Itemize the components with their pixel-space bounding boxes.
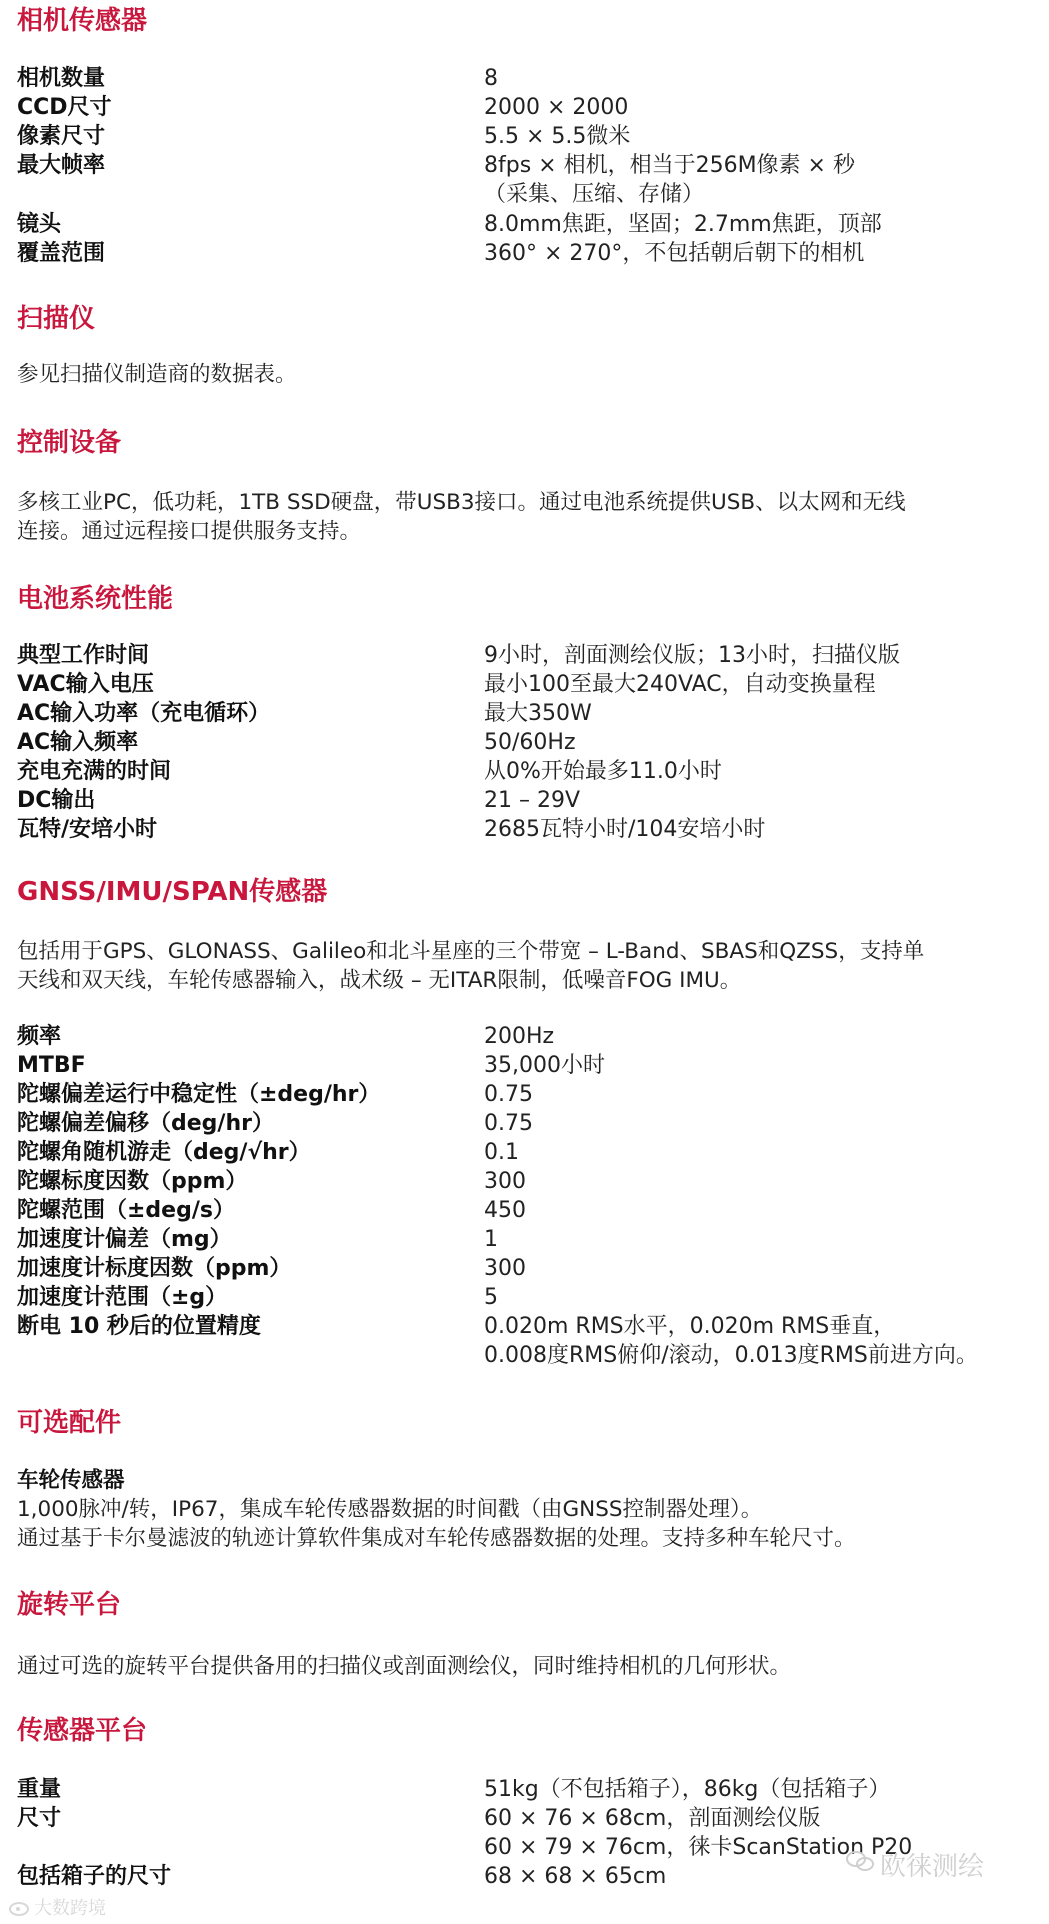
spec-value: 68 × 68 × 65cm [484, 1864, 667, 1889]
section-title-optional: 可选配件 [17, 1408, 122, 1438]
spec-row [17, 728, 1037, 757]
spec-value: 最大350W [484, 701, 592, 726]
spec-label: 陀螺标度因数（ppm） [17, 1169, 248, 1194]
spec-value: 50/60Hz [484, 730, 576, 755]
spec-value: 5.5 × 5.5微米 [484, 124, 631, 149]
spec-row [17, 641, 1037, 670]
spec-value: 300 [484, 1256, 526, 1281]
section-title-battery: 电池系统性能 [17, 584, 174, 614]
spec-value: 8.0mm焦距，坚固；2.7mm焦距，顶部 [484, 212, 882, 237]
spec-label: 典型工作时间 [17, 643, 150, 668]
spec-row [17, 1196, 1037, 1225]
spec-row [17, 1167, 1037, 1196]
spec-value: 0.020m RMS水平，0.020m RMS垂直， [484, 1314, 896, 1339]
spec-row [17, 757, 1037, 786]
spec-value: 200Hz [484, 1024, 555, 1049]
spec-value: 51kg（不包括箱子），86kg（包括箱子） [484, 1777, 891, 1802]
spec-label: 陀螺范围（±deg/s） [17, 1198, 235, 1223]
spec-label: CCD尺寸 [17, 95, 112, 120]
spec-value: 0.75 [484, 1111, 533, 1136]
spec-value: 1 [484, 1227, 498, 1252]
gnss-text-line2: 天线和双天线，车轮传感器输入，战术级 – 无ITAR限制，低噪音FOG IMU。 [17, 968, 742, 993]
spec-value: 0.75 [484, 1082, 533, 1107]
section-title-scanner: 扫描仪 [17, 304, 96, 334]
spec-label: 充电充满的时间 [17, 759, 172, 784]
section-title-rotating: 旋转平台 [17, 1590, 122, 1620]
spec-label: 陀螺偏差偏移（deg/hr） [17, 1111, 274, 1136]
control-text-line2: 连接。通过远程接口提供服务支持。 [17, 519, 362, 544]
section-title-camera: 相机传感器 [17, 6, 148, 36]
spec-row [17, 699, 1037, 728]
spec-row-continued [17, 1341, 1037, 1370]
spec-row [17, 151, 1037, 180]
spec-value: 9小时，剖面测绘仪版；13小时，扫描仪版 [484, 643, 900, 668]
spec-label: 最大帧率 [17, 153, 106, 178]
spec-value: 35,000小时 [484, 1053, 605, 1078]
spec-value: 0.1 [484, 1140, 519, 1165]
control-text-line1: 多核工业PC，低功耗，1TB SSD硬盘，带USB3接口。通过电池系统提供USB、以太网和无线 [17, 490, 906, 515]
section-title-control: 控制设备 [17, 428, 122, 458]
spec-label: 加速度计标度因数（ppm） [17, 1256, 292, 1281]
spec-value: 2000 × 2000 [484, 95, 629, 120]
spec-label: DC输出 [17, 788, 96, 813]
spec-row [17, 786, 1037, 815]
spec-value: 450 [484, 1198, 526, 1223]
spec-value: 8 [484, 66, 498, 91]
spec-row [17, 1109, 1037, 1138]
spec-row [17, 210, 1037, 239]
spec-label: AC输入频率 [17, 730, 139, 755]
scanner-text: 参见扫描仪制造商的数据表。 [17, 362, 297, 387]
spec-label: 相机数量 [17, 66, 106, 91]
wechat-icon [845, 1850, 875, 1872]
spec-label: 加速度计范围（±g） [17, 1285, 228, 1310]
gnss-text-line1: 包括用于GPS、GLONASS、Galileo和北斗星座的三个带宽 – L-Band、SBAS和QZSS，支持单 [17, 939, 925, 964]
spec-row [17, 1312, 1037, 1341]
watermark-left: 大数跨境 [34, 1898, 106, 1919]
spec-row [17, 1051, 1037, 1080]
spec-label: 陀螺偏差运行中稳定性（±deg/hr） [17, 1082, 381, 1107]
spec-value: 60 × 76 × 68cm，剖面测绘仪版 [484, 1806, 821, 1831]
spec-value: 360° × 270°，不包括朝后朝下的相机 [484, 241, 865, 266]
spec-row [17, 1080, 1037, 1109]
spec-row [17, 239, 1037, 268]
spec-row [17, 64, 1037, 93]
spec-label: 包括箱子的尺寸 [17, 1864, 172, 1889]
spec-row [17, 670, 1037, 699]
spec-value: 2685瓦特小时/104安培小时 [484, 817, 766, 842]
spec-value: 300 [484, 1169, 526, 1194]
spec-label: 像素尺寸 [17, 124, 106, 149]
weibo-icon [8, 1897, 30, 1917]
spec-row [17, 1804, 1037, 1833]
spec-label: MTBF [17, 1053, 86, 1078]
spec-row [17, 1283, 1037, 1312]
spec-label: 尺寸 [17, 1806, 62, 1831]
spec-row [17, 1225, 1037, 1254]
rotating-text: 通过可选的旋转平台提供备用的扫描仪或剖面测绘仪，同时维持相机的几何形状。 [17, 1654, 792, 1679]
spec-label: 覆盖范围 [17, 241, 106, 266]
spec-row [17, 122, 1037, 151]
spec-label: 瓦特/安培小时 [17, 817, 158, 842]
spec-value-continued: 0.008度RMS俯仰/滚动，0.013度RMS前进方向。 [484, 1343, 978, 1368]
spec-label: 加速度计偏差（mg） [17, 1227, 232, 1252]
spec-row [17, 93, 1037, 122]
spec-row-continued [17, 180, 1037, 209]
spec-value: 21 – 29V [484, 788, 581, 813]
optional-text-line2: 通过基于卡尔曼滤波的轨迹计算软件集成对车轮传感器数据的处理。支持多种车轮尺寸。 [17, 1526, 856, 1551]
spec-value: 5 [484, 1285, 498, 1310]
spec-label: 频率 [17, 1024, 62, 1049]
spec-value-continued: （采集、压缩、存储） [484, 182, 705, 207]
spec-value-continued: 60 × 79 × 76cm，徕卡ScanStation P20 [484, 1835, 913, 1860]
spec-label: AC输入功率（充电循环） [17, 701, 271, 726]
spec-label: VAC输入电压 [17, 672, 154, 697]
spec-label: 镜头 [17, 212, 62, 237]
spec-row [17, 1254, 1037, 1283]
spec-label: 重量 [17, 1777, 62, 1802]
spec-row [17, 815, 1037, 844]
optional-text-line1: 1,000脉冲/转，IP67，集成车轮传感器数据的时间戳（由GNSS控制器处理）。 [17, 1497, 763, 1522]
spec-value: 最小100至最大240VAC，自动变换量程 [484, 672, 876, 697]
spec-value: 从0%开始最多11.0小时 [484, 759, 722, 784]
spec-row [17, 1022, 1037, 1051]
section-title-gnss: GNSS/IMU/SPAN传感器 [17, 877, 328, 907]
spec-row [17, 1138, 1037, 1167]
watermark-right: 欧徕测绘 [880, 1852, 985, 1882]
wheel-sensor-label: 车轮传感器 [17, 1468, 125, 1493]
spec-value: 8fps × 相机，相当于256M像素 × 秒 [484, 153, 855, 178]
spec-label: 陀螺角随机游走（deg/√hr） [17, 1140, 311, 1165]
spec-label: 断电 10 秒后的位置精度 [17, 1314, 261, 1339]
spec-row [17, 1775, 1037, 1804]
section-title-platform: 传感器平台 [17, 1716, 148, 1746]
